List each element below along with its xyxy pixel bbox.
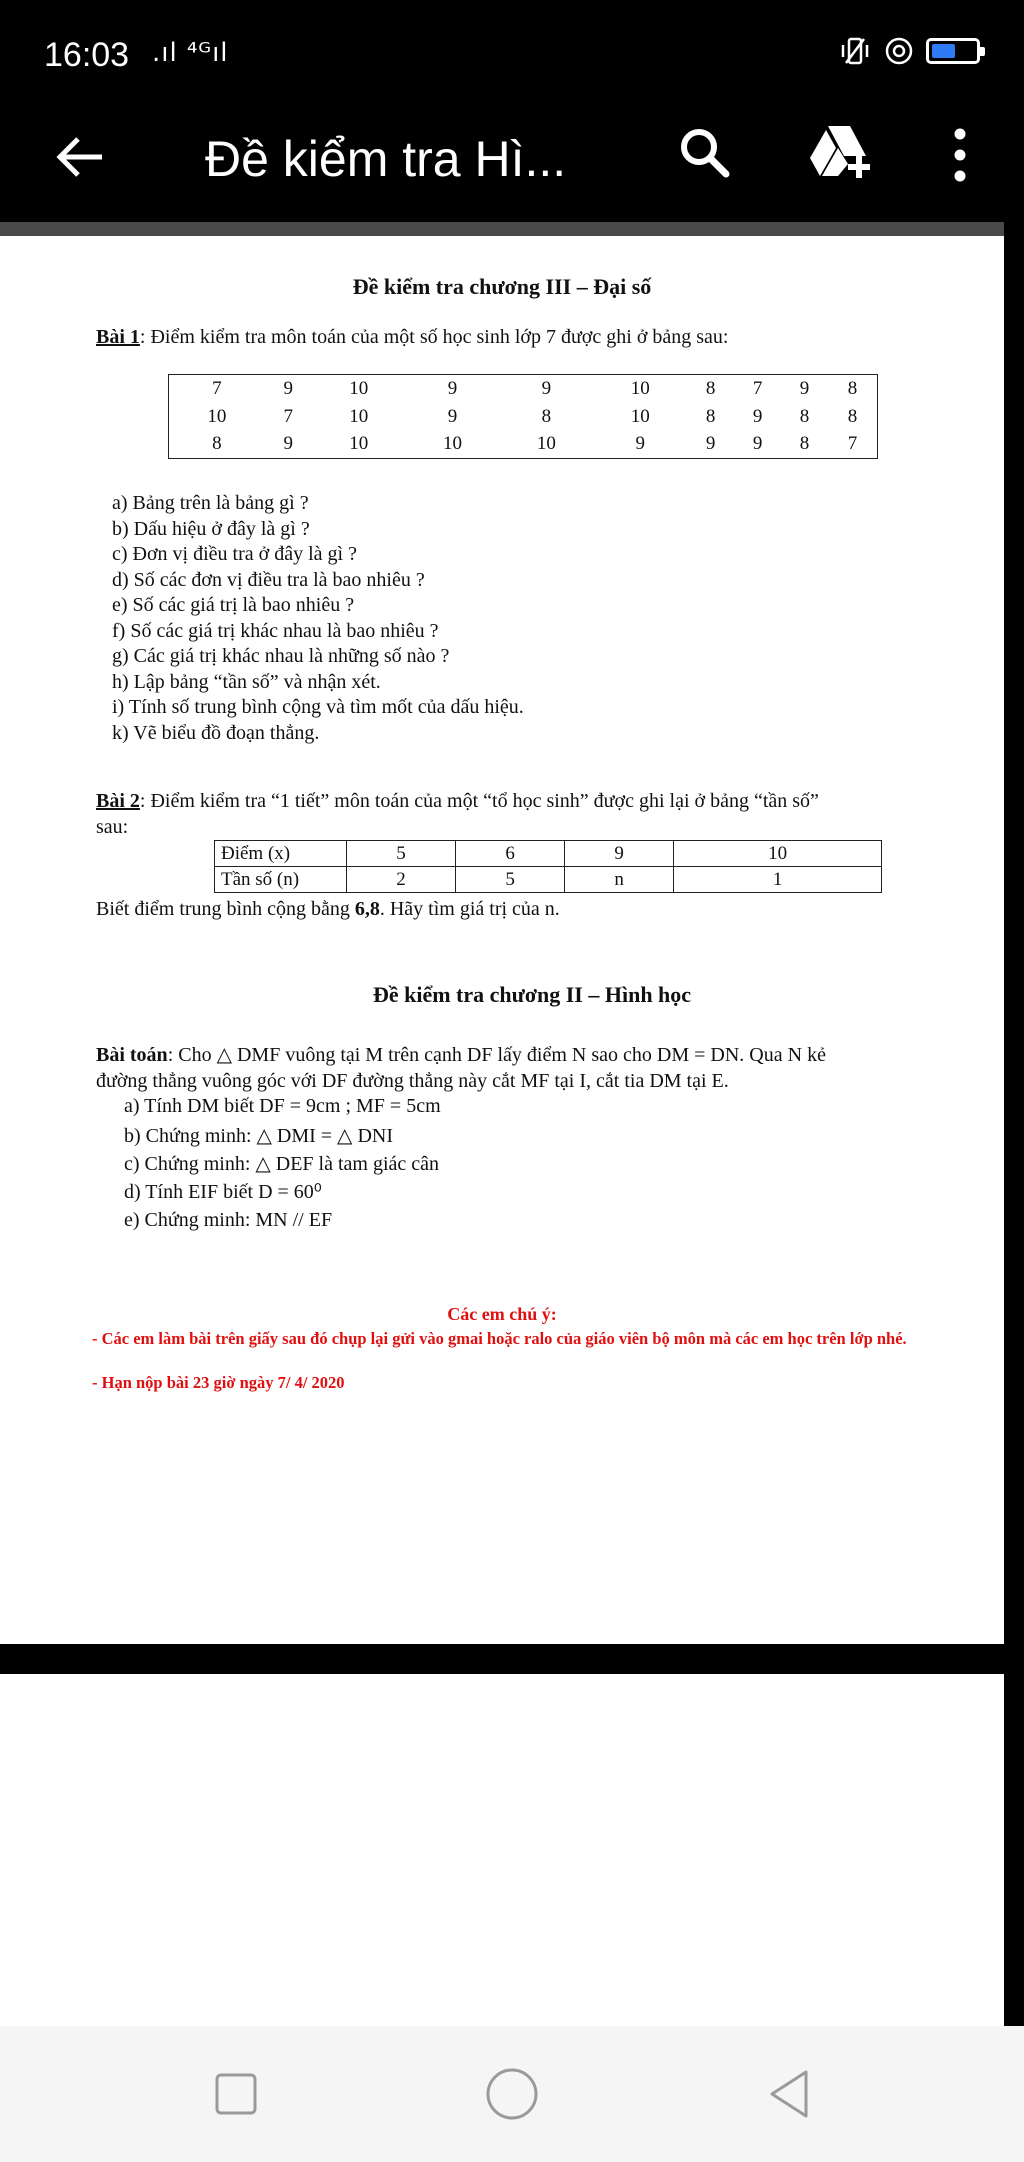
bai2-footer: [96, 896, 560, 922]
score-cell: 10: [207, 405, 227, 427]
question-item: f) Số các giá trị khác nhau là bao nhiêu ?: [112, 619, 439, 642]
score-cell: 8: [705, 377, 716, 399]
score-cell: 9: [635, 433, 646, 455]
bai2-prompt: [96, 788, 966, 814]
freq-row-score: [215, 841, 882, 867]
add-to-drive-icon[interactable]: [804, 118, 874, 188]
freq-cell: 9: [565, 841, 674, 867]
part-item: a) Tính DM biết DF = 9cm ; MF = 5cm: [124, 1095, 441, 1117]
score-cell: 8: [705, 405, 716, 427]
freq-cell: 5: [456, 867, 565, 893]
score-cell: 9: [799, 377, 810, 399]
score-cell: 9: [283, 433, 294, 455]
score-cell: 7: [752, 377, 763, 399]
question-item: e) Số các giá trị là bao nhiêu ?: [112, 594, 355, 616]
alarm-icon: [884, 36, 914, 66]
score-cell: 9: [283, 377, 294, 399]
score-cell: 10: [443, 433, 463, 455]
score-cell: 9: [705, 433, 716, 455]
note-line1: - Các em làm bài trên giấy sau đó chụp lại gửi vào gmai hoặc ralo của giáo viên bộ môn mà các em học trên lớp nhé.: [92, 1329, 907, 1348]
baitoan-line1: : Cho △ DMF vuông tại M trên cạnh DF lấy điểm N sao cho DM = DN. Qua N kẻ: [167, 1044, 826, 1066]
score-cell: 9: [447, 377, 458, 399]
score-cell: 9: [752, 405, 763, 427]
freq-cell: Tần số (n): [215, 867, 347, 893]
vibrate-icon: [838, 36, 872, 66]
viewer-divider: [0, 222, 1004, 236]
score-cell: 8: [847, 377, 858, 399]
page-gap: [0, 1644, 1004, 1674]
score-cell: 8: [799, 433, 810, 455]
back-arrow-icon[interactable]: [48, 124, 114, 190]
freq-cell: 1: [674, 867, 882, 893]
note-title: Các em chú ý:: [447, 1304, 557, 1324]
score-cell: 8: [847, 405, 858, 427]
baitoan-line2: đường thẳng vuông góc với DF đường thẳng này cắt MF tại I, cắt tia DM tại E.: [96, 1070, 729, 1092]
frequency-table: [214, 840, 882, 893]
bai1-questions: [112, 491, 524, 746]
app-bar: [0, 110, 1024, 222]
question-item: b) Dấu hiệu ở đây là gì ?: [112, 517, 310, 540]
score-cell: 7: [212, 377, 222, 399]
baitoan-label: Bài toán: [96, 1044, 168, 1066]
scores-row: [169, 403, 878, 431]
bai1-text: : Điểm kiểm tra môn toán của một số học sinh lớp 7 được ghi ở bảng sau:: [139, 326, 729, 348]
score-cell: 10: [630, 405, 650, 427]
battery-icon: [926, 38, 980, 64]
status-time: 16:03: [44, 36, 130, 74]
score-cell: 9: [447, 405, 458, 427]
freq-cell: 2: [347, 867, 456, 893]
freq-cell: 6: [456, 841, 565, 867]
home-icon[interactable]: [484, 2066, 540, 2122]
score-cell: 8: [541, 405, 552, 427]
freq-cell: Điểm (x): [215, 841, 347, 867]
recents-icon[interactable]: [208, 2066, 264, 2122]
back-triangle-icon[interactable]: [762, 2066, 818, 2122]
bai2-footer-text: Biết điểm trung bình cộng bằng: [96, 898, 355, 920]
question-item: c) Đơn vị điều tra ở đây là gì ?: [112, 543, 357, 565]
question-item: h) Lập bảng “tần số” và nhận xét.: [112, 670, 381, 693]
score-cell: 8: [799, 405, 810, 427]
question-item: a) Bảng trên là bảng gì ?: [112, 492, 309, 514]
section-title-geometry: Đề kiểm tra chương II – Hình học: [372, 982, 692, 1007]
scores-row: [169, 431, 878, 459]
scores-row: [169, 375, 878, 403]
part-item: d) Tính EIF biết D = 60⁰: [124, 1181, 322, 1203]
status-bar: [0, 0, 1024, 110]
scores-table: [168, 374, 878, 459]
freq-cell: 5: [347, 841, 456, 867]
score-cell: 7: [283, 405, 294, 427]
freq-cell: 10: [674, 841, 882, 867]
document-page[interactable]: [0, 236, 1004, 1644]
section-title-algebra: Đề kiểm tra chương III – Đại số: [352, 274, 652, 299]
document-title: Đề kiểm tra Hì...: [205, 131, 567, 187]
score-cell: 10: [536, 433, 556, 455]
freq-cell: n: [565, 867, 674, 893]
part-item: e) Chứng minh: MN // EF: [124, 1209, 333, 1231]
more-options-icon[interactable]: [940, 120, 980, 190]
score-cell: 9: [541, 377, 552, 399]
question-item: i) Tính số trung bình cộng và tìm mốt của dấu hiệu.: [112, 696, 524, 718]
score-cell: 10: [630, 377, 650, 399]
search-icon[interactable]: [672, 120, 738, 186]
bai2-label: Bài 2: [96, 790, 140, 812]
battery-level: [932, 44, 955, 58]
score-cell: 8: [212, 433, 222, 455]
freq-row-count: [215, 867, 882, 893]
question-item: k) Vẽ biểu đồ đoạn thẳng.: [112, 721, 320, 744]
score-cell: 10: [349, 405, 369, 427]
part-item: b) Chứng minh: △ DMI = △ DNI: [124, 1125, 393, 1147]
score-cell: 10: [349, 433, 369, 455]
bai2-footer-text: . Hãy tìm giá trị của n.: [379, 898, 560, 920]
bai1-prompt: [96, 324, 729, 350]
baitoan-prompt: [96, 1042, 976, 1068]
status-icons: [838, 36, 980, 66]
bai2-average-value: 6,8: [354, 898, 380, 920]
question-item: d) Số các đơn vị điều tra là bao nhiêu ?: [112, 568, 425, 591]
score-cell: 7: [847, 433, 858, 455]
score-cell: 9: [752, 433, 763, 455]
note-line2: - Hạn nộp bài 23 giờ ngày 7/ 4/ 2020: [92, 1373, 345, 1392]
next-page[interactable]: [0, 1674, 1004, 2026]
question-item: g) Các giá trị khác nhau là những số nào ?: [112, 645, 450, 667]
bai2-text: : Điểm kiểm tra “1 tiết” môn toán của một “tổ học sinh” được ghi lại ở bảng “tần số”: [139, 790, 819, 812]
score-cell: 10: [349, 377, 369, 399]
system-nav-bar: [0, 2026, 1024, 2162]
signal-icon: .ıl ⁴ᴳıl: [152, 38, 229, 68]
baitoan-parts: [124, 1092, 441, 1234]
bai2-sau: sau:: [96, 816, 129, 838]
bai1-label: Bài 1: [96, 326, 140, 348]
part-item: c) Chứng minh: △ DEF là tam giác cân: [124, 1153, 440, 1175]
